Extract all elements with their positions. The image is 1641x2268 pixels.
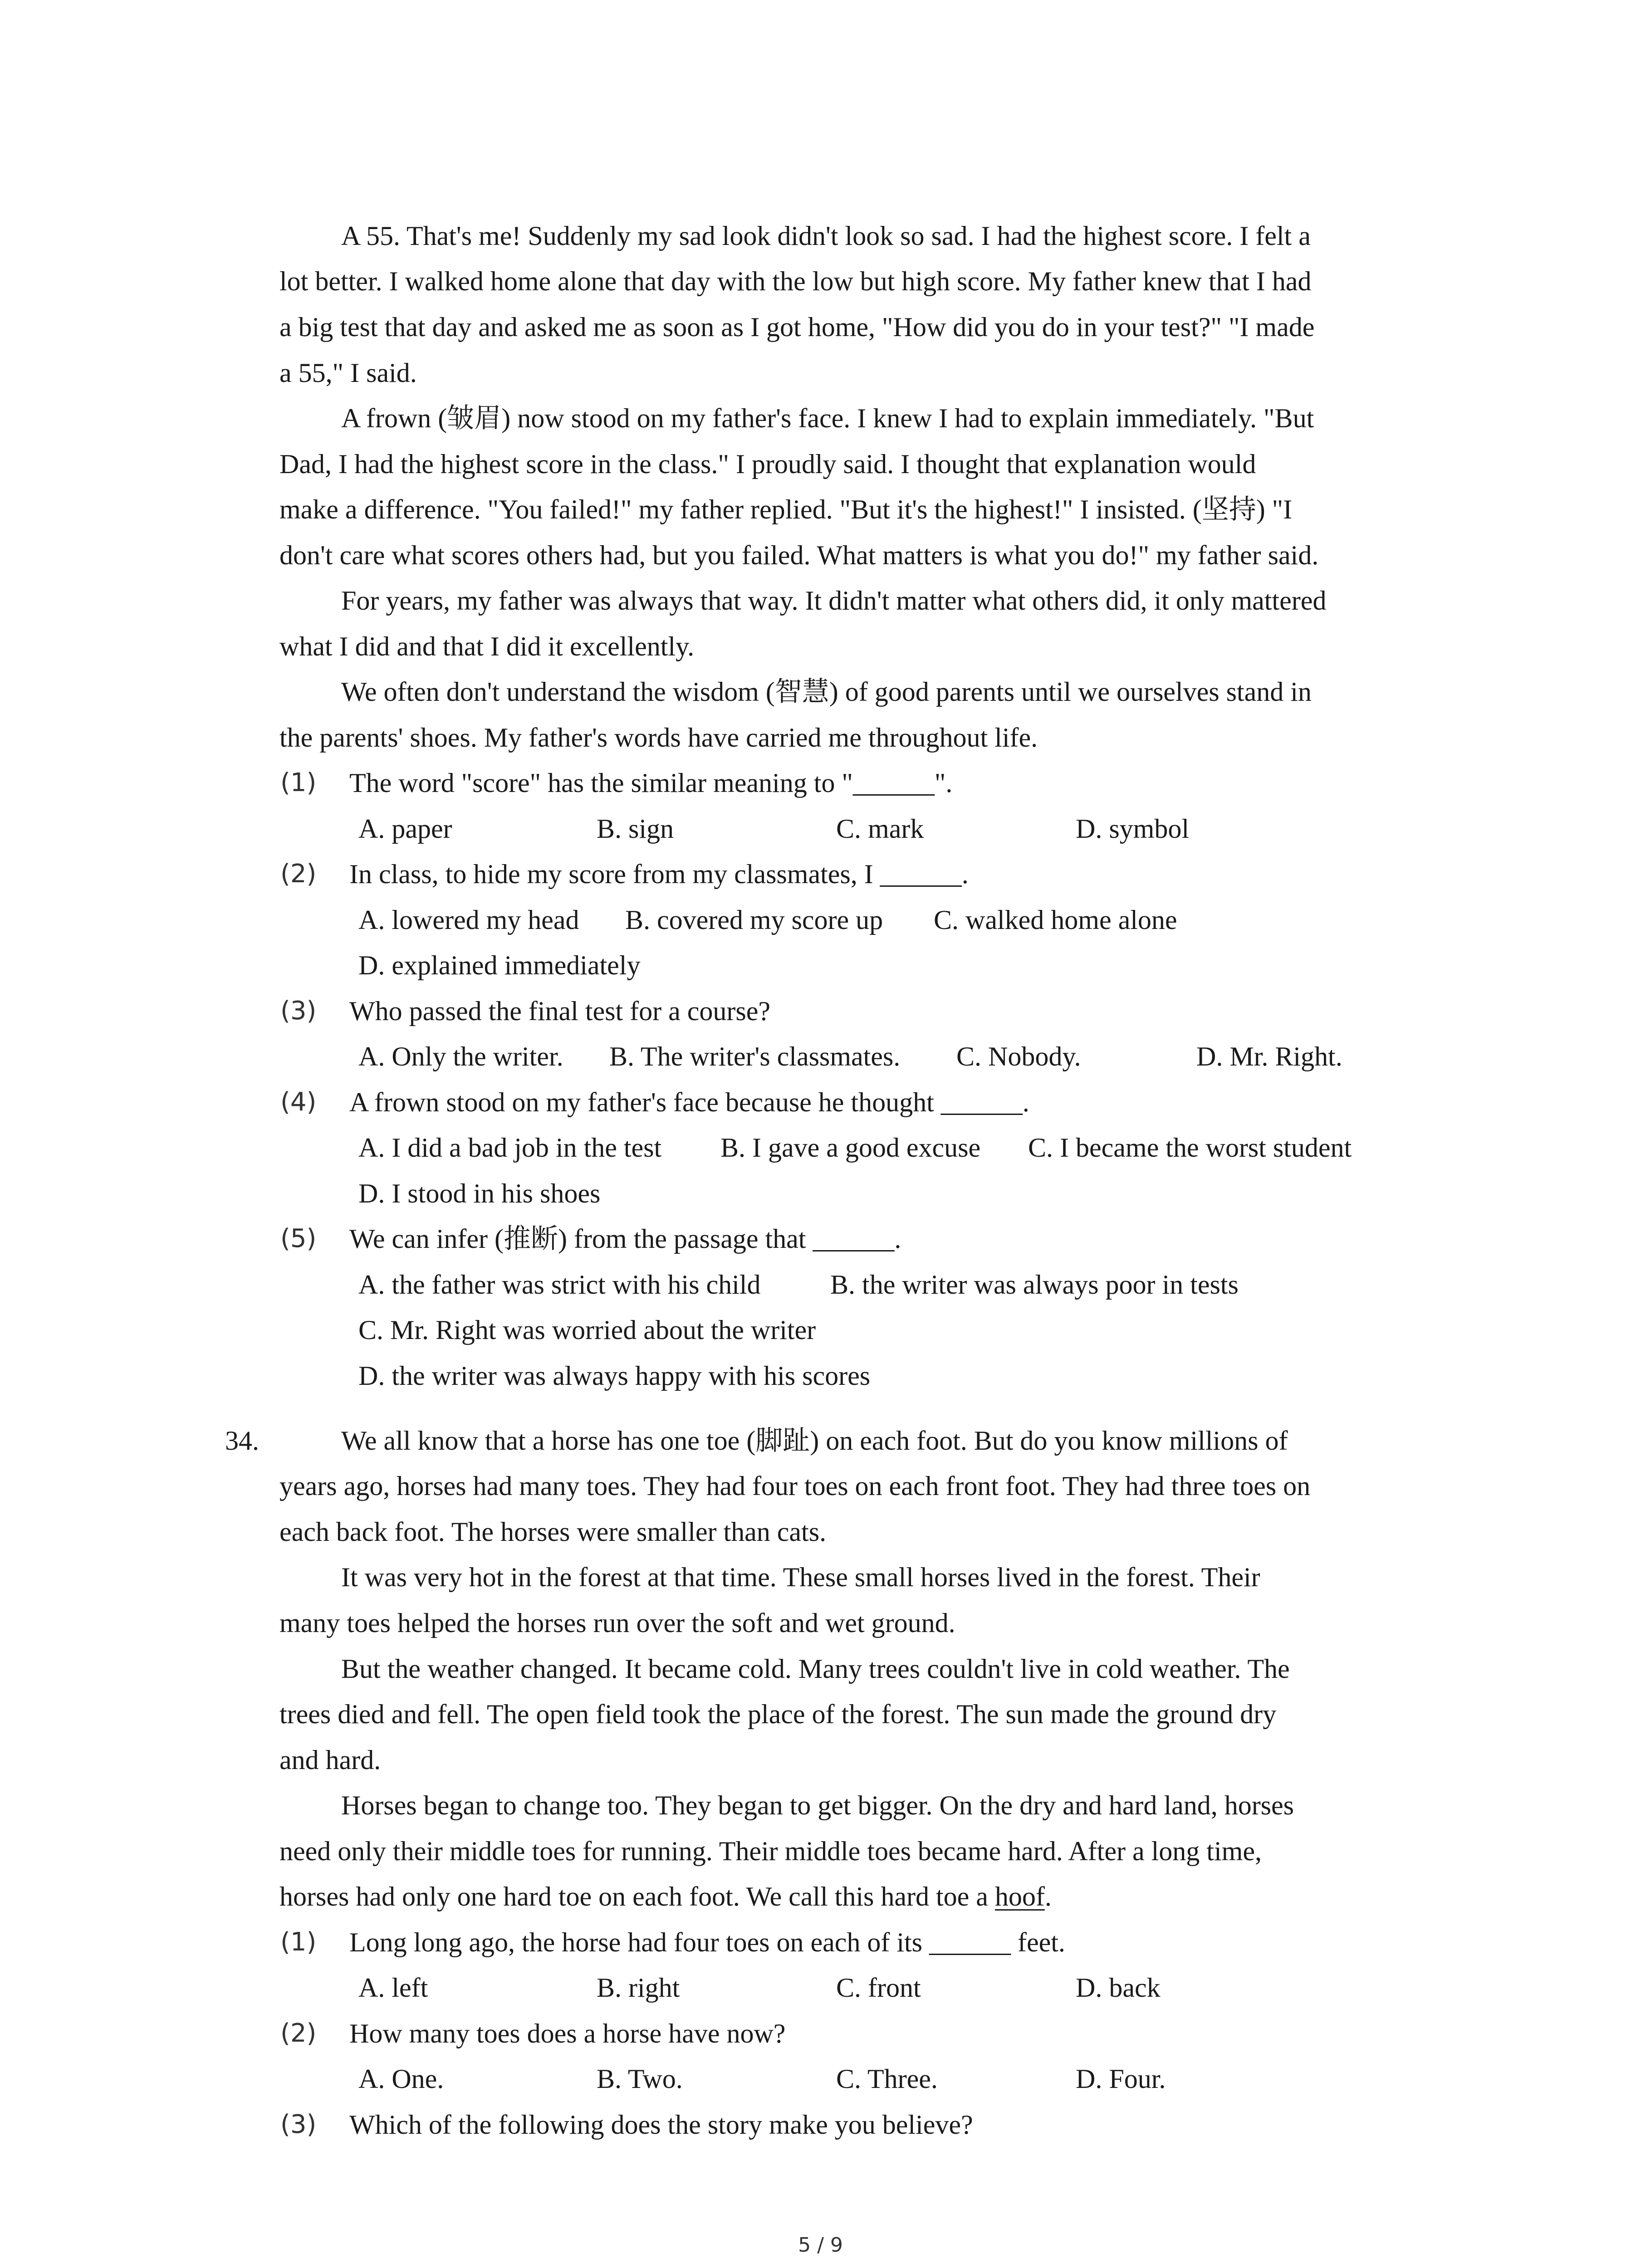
question-number: (3) (280, 2110, 317, 2139)
answer-option: B. I gave a good excuse (720, 1133, 981, 1163)
question-number: (2) (280, 859, 317, 889)
text-line: We often don't understand the wisdom (智慧) of good parents until we ourselves stand in (341, 677, 1312, 707)
text-line: But the weather changed. It became cold. Many trees couldn't live in cold weather. The (341, 1654, 1290, 1684)
answer-option: B. Two. (597, 2064, 683, 2094)
answer-option: C. Three. (836, 2064, 938, 2094)
text-span: . (1044, 1882, 1052, 1911)
text-line: make a difference. "You failed!" my father replied. "But it's the highest!" I insisted. (坚持) "I (279, 494, 1293, 524)
text-line: the parents' shoes. My father's words have carried me throughout life. (279, 723, 1038, 753)
answer-option: A. the father was strict with his child (358, 1270, 761, 1300)
text-span: horses had only one hard toe on each foot. We call this hard toe a (279, 1882, 995, 1911)
text-line: Horses began to change too. They began to get bigger. On the dry and hard land, horses (341, 1790, 1294, 1820)
answer-option: B. right (597, 1973, 680, 2003)
question-number: (4) (280, 1087, 317, 1117)
text-line: a big test that day and asked me as soon as I got home, "How did you do in your test?" "I made (279, 312, 1315, 342)
question-text: The word "score" has the similar meaning to "______". (349, 768, 953, 798)
answer-option: D. Four. (1076, 2064, 1166, 2094)
text-line: need only their middle toes for running. Their middle toes became hard. After a long time, (279, 1836, 1262, 1866)
answer-option: A. lowered my head (358, 905, 579, 935)
text-line: each back foot. The horses were smaller than cats. (279, 1517, 827, 1547)
text-line: a 55," I said. (279, 358, 417, 388)
text-line: what I did and that I did it excellently. (279, 631, 695, 661)
answer-option: A. I did a bad job in the test (358, 1133, 662, 1163)
answer-option: D. the writer was always happy with his scores (358, 1361, 871, 1391)
answer-option: C. Mr. Right was worried about the writer (358, 1315, 816, 1345)
text-line: trees died and fell. The open field took the place of the forest. The sun made the ground dry (279, 1699, 1277, 1729)
answer-option: C. mark (836, 814, 924, 844)
answer-option: B. covered my score up (625, 905, 883, 935)
question-text: A frown stood on my father's face because he thought ______. (349, 1087, 1029, 1117)
text-line: years ago, horses had many toes. They had four toes on each front foot. They had three toes on (279, 1471, 1311, 1501)
answer-option: A. One. (358, 2064, 444, 2094)
text-line: For years, my father was always that way. It didn't matter what others did, it only mattered (341, 586, 1327, 616)
question-number: (5) (280, 1224, 317, 1253)
question-text: Long long ago, the horse had four toes on each of its ______ feet. (349, 1927, 1065, 1957)
text-line (279, 1880, 1052, 1913)
answer-option: B. the writer was always poor in tests (830, 1270, 1239, 1300)
answer-option: D. Mr. Right. (1196, 1041, 1342, 1071)
question-number: (3) (280, 996, 317, 1026)
text-line: and hard. (279, 1745, 381, 1775)
underlined-word: hoof (994, 1882, 1045, 1911)
question-text: In class, to hide my score from my classmates, I ______. (349, 859, 969, 889)
answer-option: D. explained immediately (358, 950, 641, 980)
answer-option: B. sign (597, 814, 674, 844)
answer-option: A. Only the writer. (358, 1041, 563, 1071)
answer-option: A. paper (358, 814, 452, 844)
answer-option: D. I stood in his shoes (358, 1178, 601, 1208)
answer-option: D. symbol (1076, 814, 1190, 844)
text-line: Dad, I had the highest score in the class." I proudly said. I thought that explanation would (279, 449, 1256, 479)
text-line: A 55. That's me! Suddenly my sad look didn't look so sad. I had the highest score. I felt a (341, 221, 1311, 251)
text-line: It was very hot in the forest at that time. These small horses lived in the forest. Their (341, 1562, 1260, 1592)
question-text: Who passed the final test for a course? (349, 996, 770, 1026)
text-line: lot better. I walked home alone that day with the low but high score. My father knew that I had (279, 266, 1312, 296)
text-line: A frown (皱眉) now stood on my father's face. I knew I had to explain immediately. "But (341, 403, 1314, 433)
text-line: don't care what scores others had, but you failed. What matters is what you do!" my father said. (279, 540, 1319, 570)
question-number: 34. (225, 1426, 259, 1456)
question-number: (1) (280, 1927, 317, 1957)
answer-option: B. The writer's classmates. (609, 1041, 901, 1071)
question-text: We can infer (推断) from the passage that ______. (349, 1224, 901, 1254)
page-number: 5 / 9 (798, 2234, 843, 2257)
text-line: We all know that a horse has one toe (脚趾) on each foot. But do you know millions of (341, 1426, 1288, 1456)
question-number: (1) (280, 768, 317, 797)
answer-option: C. front (836, 1973, 921, 2003)
answer-option: A. left (358, 1973, 428, 2003)
question-number: (2) (280, 2019, 317, 2048)
answer-option: C. walked home alone (934, 905, 1177, 935)
question-text: How many toes does a horse have now? (349, 2019, 786, 2048)
text-line: many toes helped the horses run over the soft and wet ground. (279, 1608, 955, 1638)
answer-option: C. I became the worst student (1028, 1133, 1352, 1163)
question-text: Which of the following does the story make you believe? (349, 2110, 973, 2140)
answer-option: D. back (1076, 1973, 1161, 2003)
answer-option: C. Nobody. (956, 1041, 1081, 1071)
